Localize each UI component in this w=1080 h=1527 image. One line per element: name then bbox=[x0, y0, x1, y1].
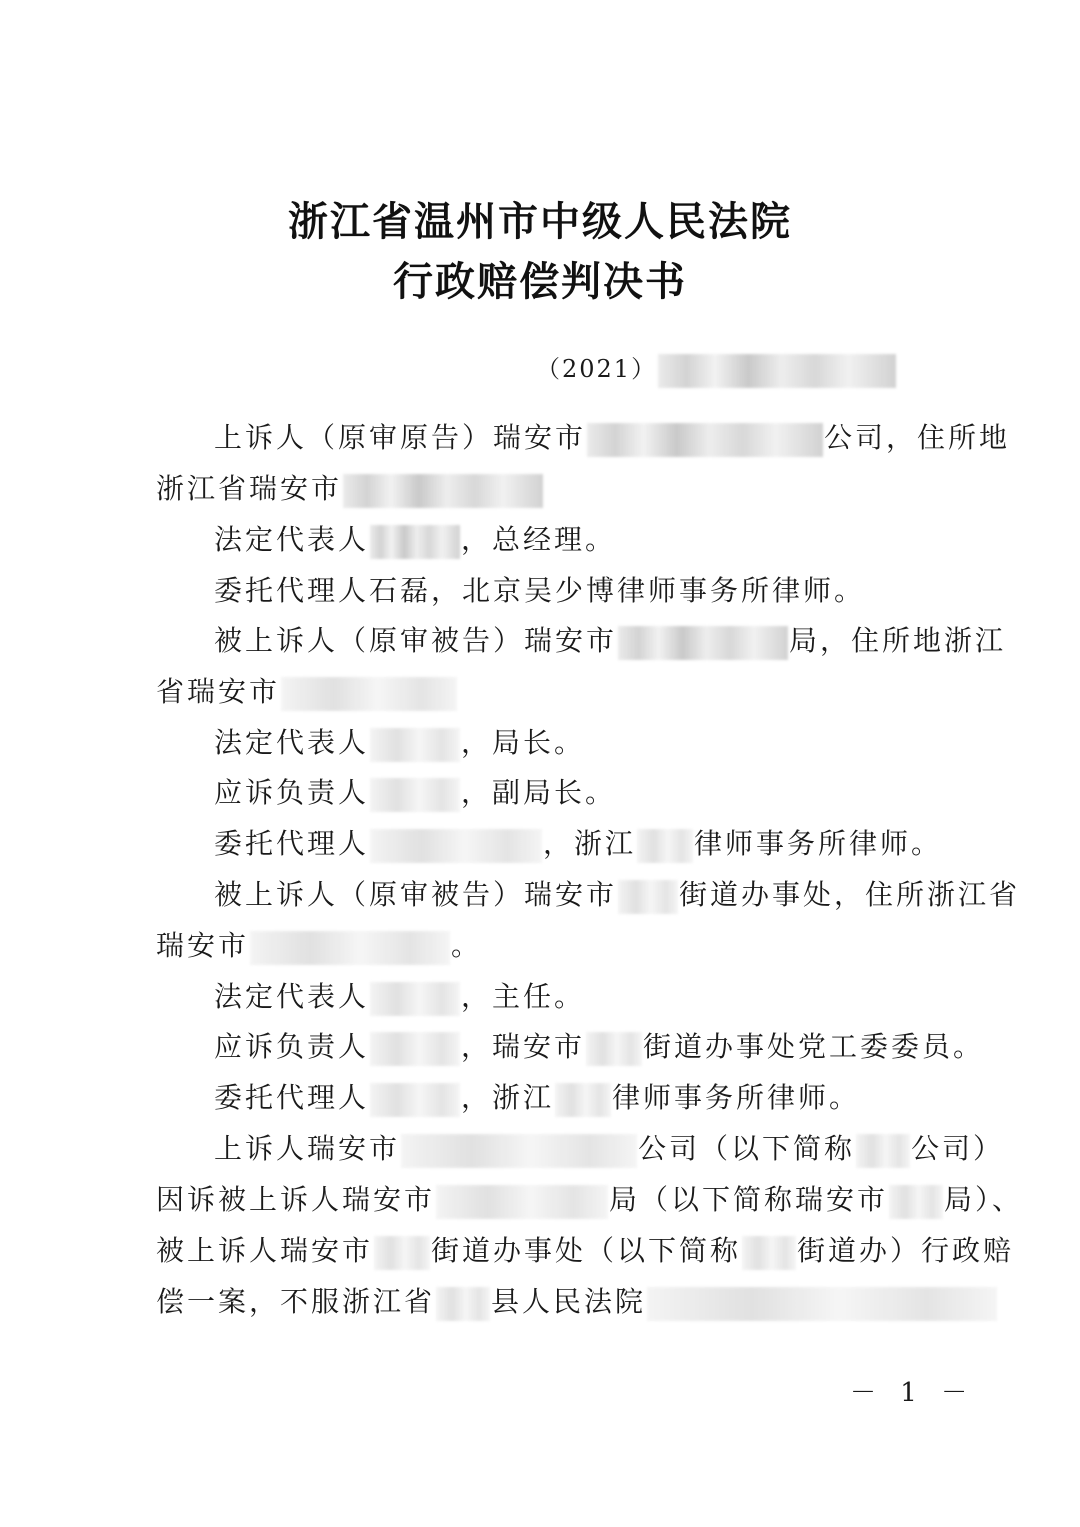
text-segment: ，局长。 bbox=[461, 726, 586, 759]
court-name-heading: 浙江省温州市中级人民法院 bbox=[288, 199, 792, 245]
text-segment: 局（以下简称瑞安市 bbox=[609, 1183, 889, 1216]
respondent2-responsible-person bbox=[214, 1029, 984, 1066]
text-segment: 公司） bbox=[911, 1132, 1005, 1165]
redacted-county-name bbox=[436, 1287, 490, 1321]
summary-line-3 bbox=[156, 1233, 1014, 1270]
text-segment: 局）、 bbox=[944, 1183, 1024, 1216]
redacted-street-name bbox=[374, 1236, 430, 1270]
appellant-legal-rep bbox=[214, 522, 616, 559]
redacted-name bbox=[370, 1032, 460, 1066]
redacted-bureau-name bbox=[618, 626, 788, 660]
text-segment: 被上诉人瑞安市 bbox=[156, 1234, 374, 1267]
redacted-short-name bbox=[856, 1134, 910, 1168]
text-segment: 上诉人（原审原告）瑞安市 bbox=[214, 421, 587, 454]
redacted-firm-name bbox=[555, 1083, 611, 1117]
respondent1-line-1 bbox=[214, 623, 1006, 660]
redacted-company-name bbox=[587, 423, 823, 457]
redacted-name bbox=[370, 525, 460, 559]
respondent1-responsible-person bbox=[214, 775, 616, 812]
document-type-heading: 行政赔偿判决书 bbox=[393, 259, 687, 305]
text-segment: ，浙江 bbox=[543, 827, 637, 860]
redacted-address bbox=[281, 677, 457, 711]
text-segment: 公司（以下简称 bbox=[638, 1132, 856, 1165]
redacted-street-name bbox=[618, 880, 678, 914]
respondent2-agent bbox=[214, 1080, 860, 1117]
redacted-short-name bbox=[889, 1185, 943, 1219]
text-segment: 律师事务所律师。 bbox=[612, 1081, 861, 1114]
redacted-name bbox=[370, 829, 542, 863]
redacted-name bbox=[370, 728, 460, 762]
text-segment: 上诉人瑞安市 bbox=[214, 1132, 401, 1165]
text-segment: 偿一案，不服浙江省 bbox=[156, 1285, 436, 1318]
summary-line-1 bbox=[214, 1131, 1004, 1168]
redacted-company-name bbox=[401, 1134, 637, 1168]
redacted-judgment-number bbox=[647, 1287, 997, 1321]
respondent2-line-1 bbox=[214, 877, 1020, 914]
appellant-line-2 bbox=[156, 471, 544, 508]
respondent1-legal-rep bbox=[214, 725, 585, 762]
redacted-bureau-name bbox=[436, 1185, 608, 1219]
respondent1-line-2 bbox=[156, 674, 458, 711]
page-number: － 1 － bbox=[850, 1378, 976, 1408]
text-segment: 街道办）行政赔 bbox=[797, 1234, 1015, 1267]
appellant-line-1 bbox=[214, 420, 1010, 457]
text-segment: 浙江省瑞安市 bbox=[156, 472, 343, 505]
text-segment: 县人民法院 bbox=[491, 1285, 647, 1318]
case-number-prefix: （2021） bbox=[536, 355, 658, 383]
text-segment: 街道办事处党工委委员。 bbox=[643, 1030, 985, 1063]
text-segment: 局，住所地浙江 bbox=[789, 624, 1007, 657]
text-segment: 公司，住所地 bbox=[824, 421, 1011, 454]
case-number bbox=[536, 349, 897, 388]
text-segment: 应诉负责人 bbox=[214, 1030, 370, 1063]
redacted-case-number bbox=[658, 354, 896, 388]
text-segment: ，主任。 bbox=[461, 980, 586, 1013]
redacted-name bbox=[370, 982, 460, 1016]
text-segment: 法定代表人 bbox=[214, 523, 370, 556]
text-segment: 律师事务所律师。 bbox=[694, 827, 943, 860]
respondent2-legal-rep bbox=[214, 979, 585, 1016]
text-segment: 法定代表人 bbox=[214, 980, 370, 1013]
text-segment: 因诉被上诉人瑞安市 bbox=[156, 1183, 436, 1216]
redacted-name bbox=[370, 1083, 460, 1117]
text-segment: 街道办事处（以下简称 bbox=[431, 1234, 742, 1267]
text-segment: ，副局长。 bbox=[461, 776, 617, 809]
text-segment: 街道办事处，住所浙江省 bbox=[679, 878, 1021, 911]
text-segment: ，总经理。 bbox=[461, 523, 617, 556]
text-segment: ，浙江 bbox=[461, 1081, 555, 1114]
redacted-address bbox=[343, 474, 543, 508]
redacted-street-name bbox=[586, 1032, 642, 1066]
summary-line-4 bbox=[156, 1284, 998, 1321]
text-segment: 委托代理人石磊，北京吴少博律师事务所律师。 bbox=[214, 574, 866, 607]
text-segment: 应诉负责人 bbox=[214, 776, 370, 809]
text-segment: 被上诉人（原审被告）瑞安市 bbox=[214, 624, 618, 657]
redacted-short-name bbox=[742, 1236, 796, 1270]
text-segment: ，瑞安市 bbox=[461, 1030, 586, 1063]
redacted-firm-name bbox=[637, 829, 693, 863]
text-segment: 瑞安市 bbox=[156, 929, 250, 962]
redacted-name bbox=[370, 778, 460, 812]
text-segment: 。 bbox=[451, 929, 483, 962]
appellant-agent bbox=[214, 573, 865, 609]
respondent2-line-2 bbox=[156, 928, 482, 965]
text-segment: 委托代理人 bbox=[214, 1081, 370, 1114]
text-segment: 省瑞安市 bbox=[156, 675, 281, 708]
text-segment: 被上诉人（原审被告）瑞安市 bbox=[214, 878, 618, 911]
summary-line-2 bbox=[156, 1182, 1023, 1219]
text-segment: 法定代表人 bbox=[214, 726, 370, 759]
text-segment: 委托代理人 bbox=[214, 827, 370, 860]
redacted-address bbox=[250, 931, 450, 965]
respondent1-agent bbox=[214, 826, 942, 863]
